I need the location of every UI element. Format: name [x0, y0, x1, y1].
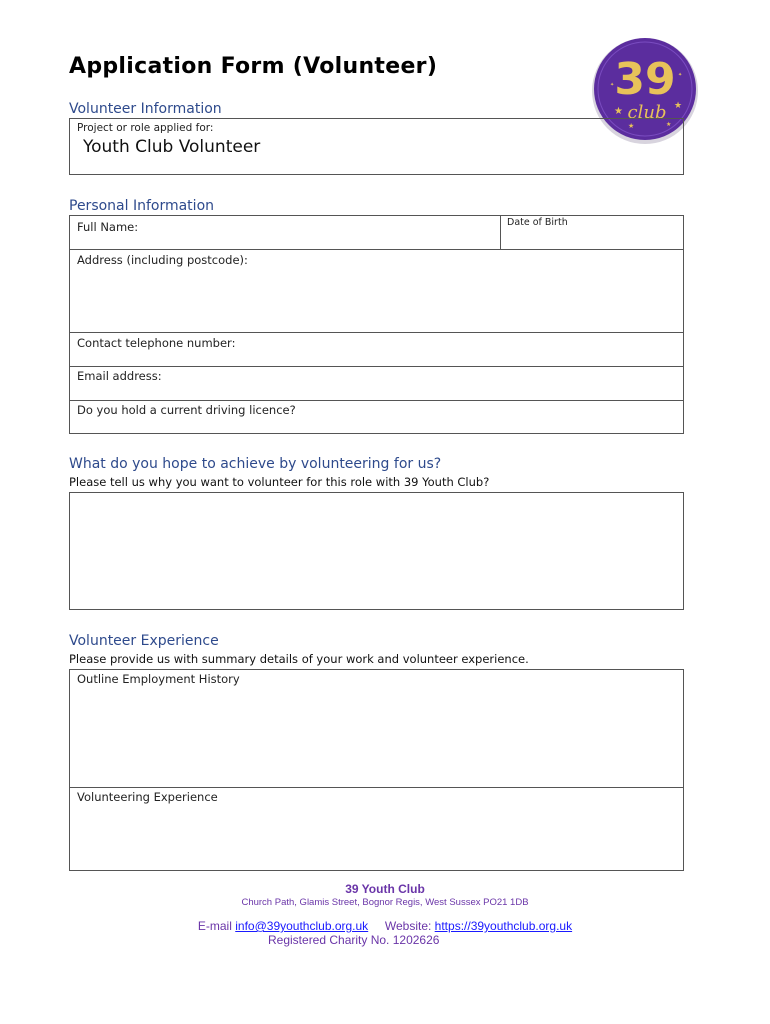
employment-history-field[interactable]: Outline Employment History [77, 672, 240, 686]
table-divider [70, 332, 683, 333]
table-divider [500, 216, 501, 249]
page-title: Application Form (Volunteer) [69, 54, 438, 79]
experience-table [69, 669, 684, 871]
personal-info-table [69, 215, 684, 434]
svg-text:★: ★ [666, 121, 672, 128]
hope-prompt: Please tell us why you want to volunteer for this role with 39 Youth Club? [69, 475, 490, 489]
logo-number: 39 [614, 54, 676, 105]
website-prefix: Website: [384, 919, 432, 933]
table-divider [70, 400, 683, 401]
experience-prompt: Please provide us with summary details of your work and volunteer experience. [69, 652, 529, 666]
svg-text:✦: ✦ [610, 82, 615, 88]
dob-field[interactable]: Date of Birth [507, 217, 568, 228]
footer-contact [0, 919, 770, 933]
email-field[interactable]: Email address: [77, 369, 162, 383]
section-heading-hope: What do you hope to achieve by volunteering for us? [69, 456, 442, 472]
volunteering-experience-field[interactable]: Volunteering Experience [77, 790, 218, 804]
website-link[interactable]: https://39youthclub.org.uk [434, 919, 573, 933]
table-divider [70, 787, 683, 788]
hope-answer-box[interactable] [69, 492, 684, 610]
phone-field[interactable]: Contact telephone number: [77, 336, 236, 350]
table-divider [70, 366, 683, 367]
driving-licence-field[interactable]: Do you hold a current driving licence? [77, 403, 296, 417]
address-field[interactable]: Address (including postcode): [77, 253, 248, 267]
role-label: Project or role applied for: [77, 122, 214, 134]
email-prefix: E-mail [197, 919, 232, 933]
svg-text:★: ★ [628, 122, 635, 130]
table-divider [70, 249, 683, 250]
charity-number: Registered Charity No. 1202626 [268, 933, 440, 947]
email-link[interactable]: info@39youthclub.org.uk [235, 919, 369, 933]
svg-text:★: ★ [674, 101, 683, 111]
section-heading-experience: Volunteer Experience [69, 633, 219, 649]
role-value: Youth Club Volunteer [83, 137, 261, 157]
full-name-field[interactable]: Full Name: [77, 220, 139, 234]
svg-text:✦: ✦ [678, 72, 683, 78]
logo-word: club [627, 102, 667, 123]
footer-address: Church Path, Glamis Street, Bognor Regis, West Sussex PO21 1DB [241, 897, 529, 908]
section-heading-volunteer-info: Volunteer Information [69, 101, 222, 117]
svg-text:★: ★ [614, 106, 623, 117]
footer-org-name: 39 Youth Club [345, 882, 425, 896]
section-heading-personal-info: Personal Information [69, 198, 215, 214]
role-applied-box[interactable] [69, 118, 684, 175]
